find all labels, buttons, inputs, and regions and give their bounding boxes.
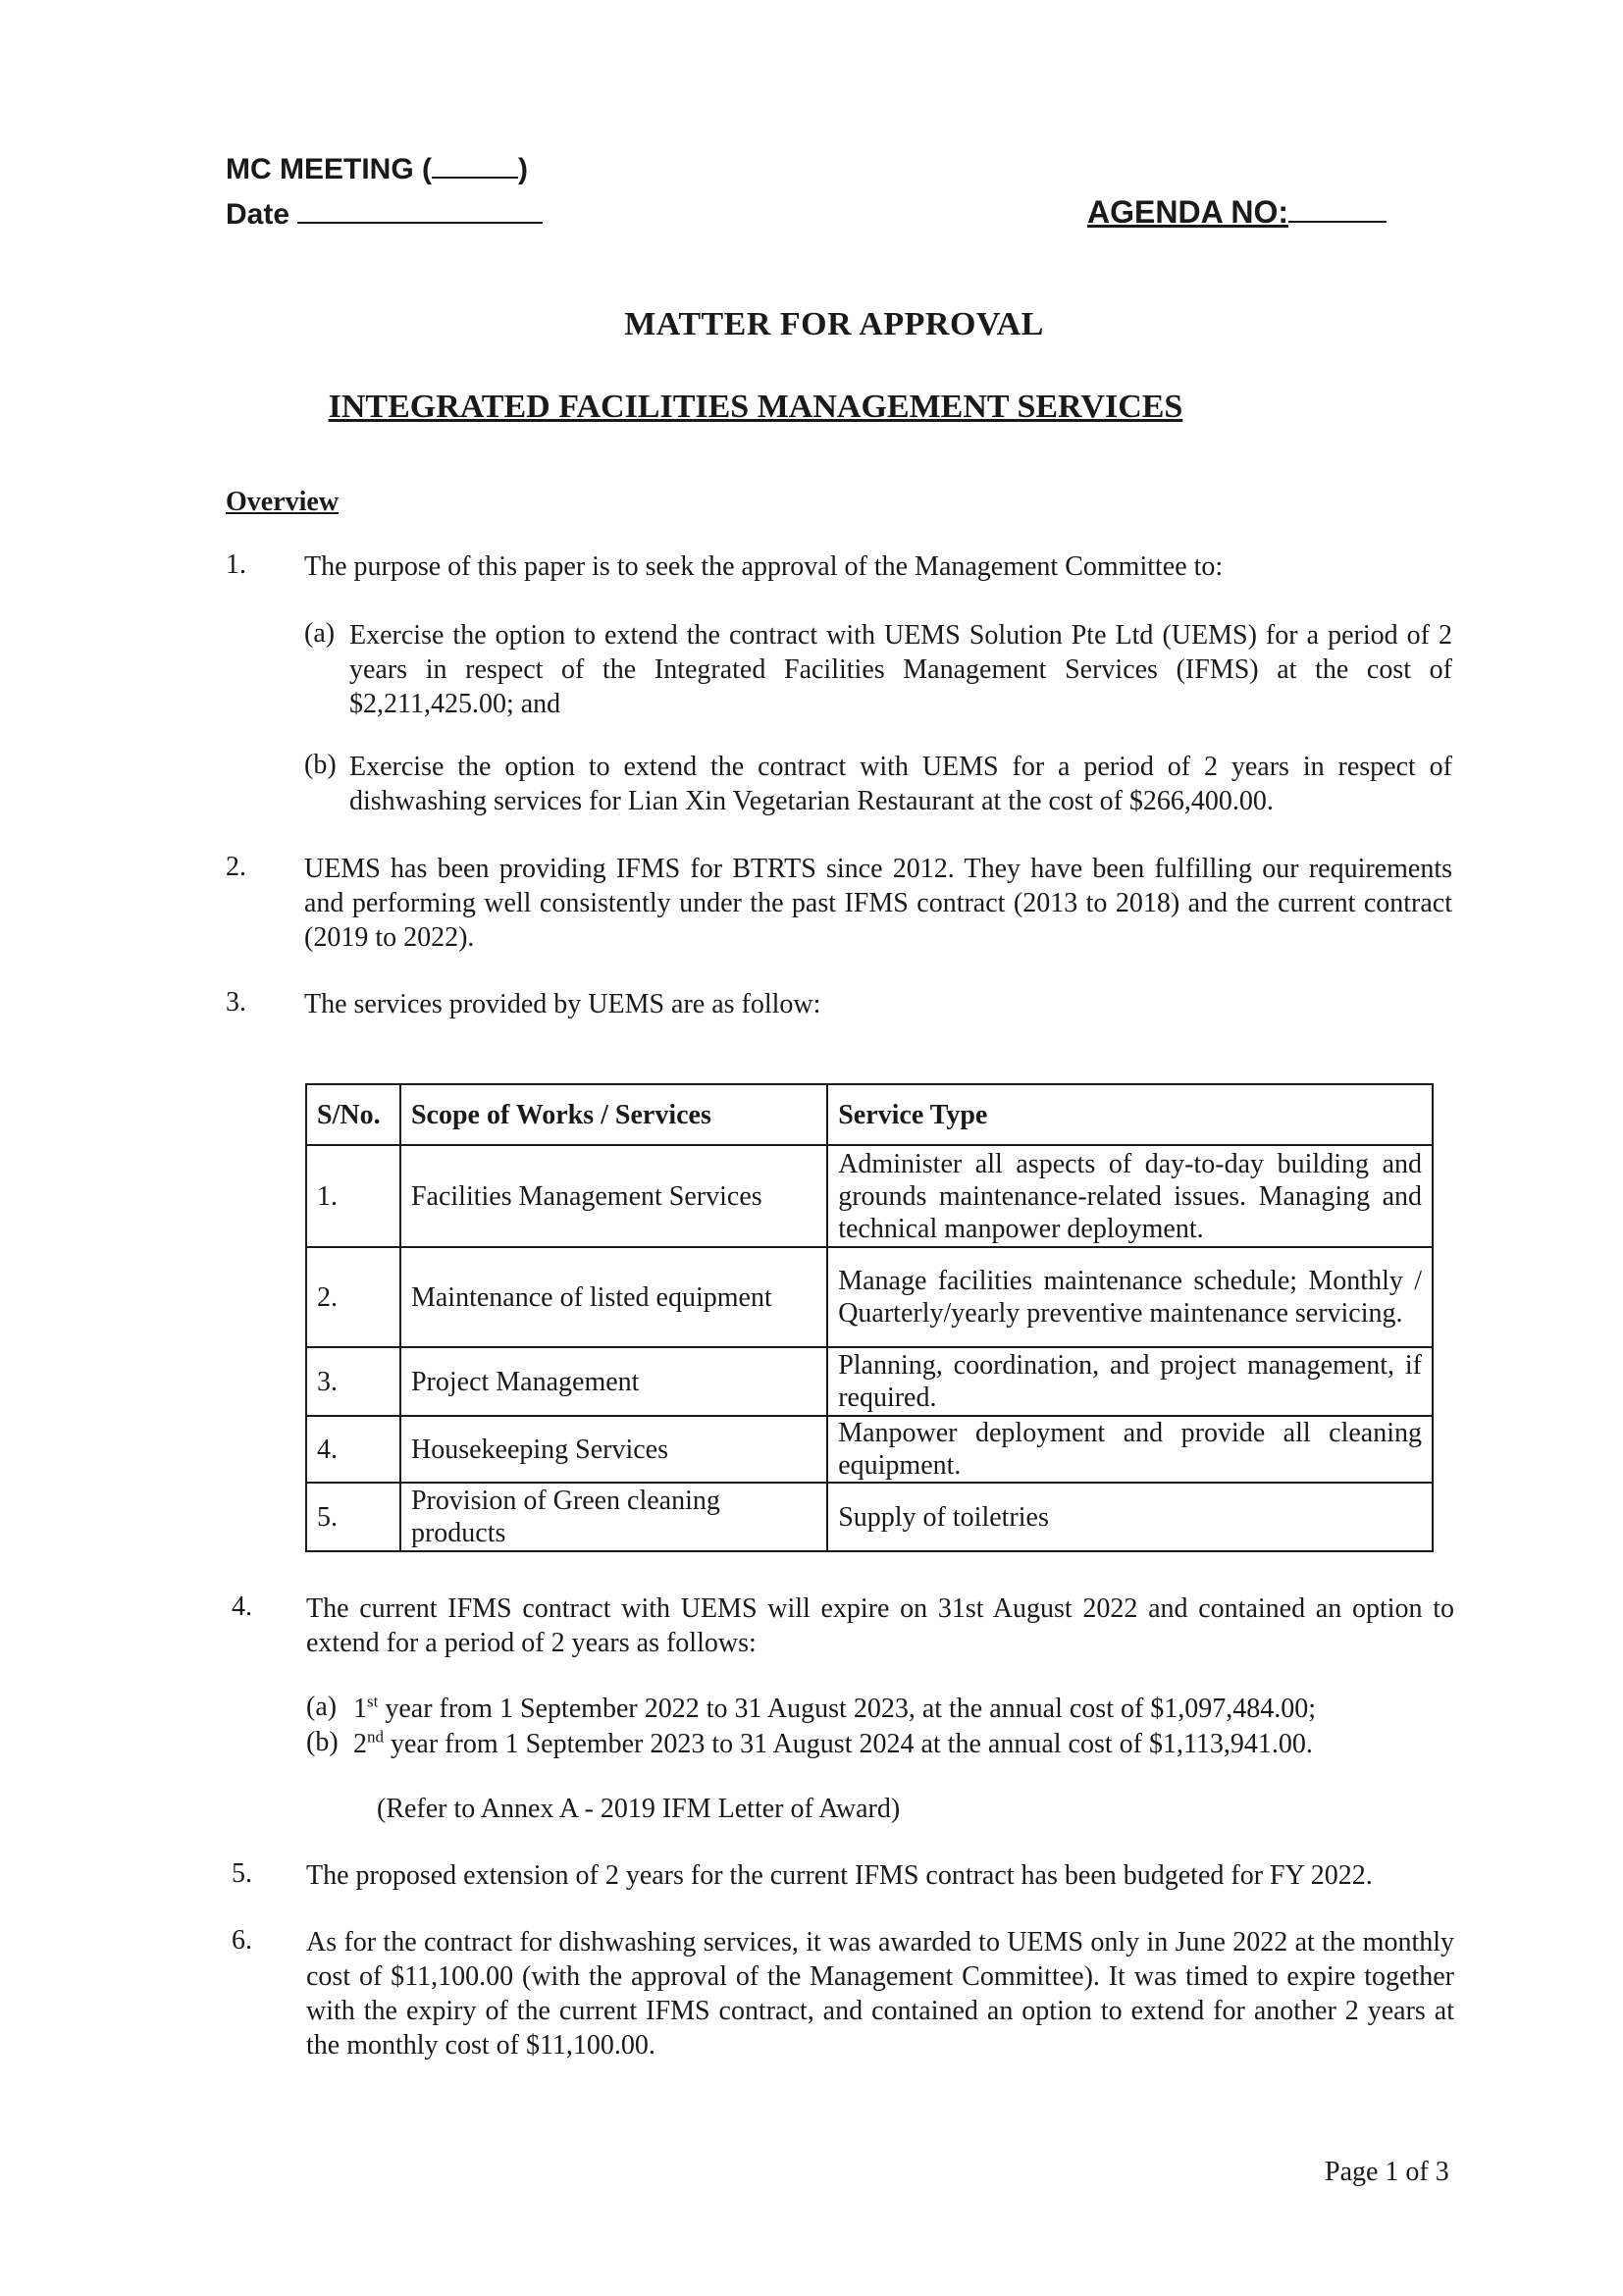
para-1b-text: Exercise the option to extend the contract with UEMS for a period of 2 years in respect of dishwashing services for Lian Xin Vegetarian Restaurant at the cost of $266,400.00. [349,752,1452,816]
para-6-number: 6. [232,1925,252,1956]
para-2-text: UEMS has been providing IFMS for BTRTS since 2012. They have been fulfilling our requirements and performing well consistently under the past IFMS contract (2013 to 2018) and the current contract (2019 to 2022). [304,854,1452,953]
para-3-text: The services provided by UEMS are as follow: [304,989,821,1019]
cell-scope: Facilities Management Services [400,1145,827,1247]
para-4a-label: (a) [306,1692,338,1722]
para-6-text: As for the contract for dishwashing services, it was awarded to UEMS only in June 2022 at the monthly cost of $11,100.00 (with the approval of the Management Committee). It was timed to expire together with the expiry of the current IFMS contract, and contained an option to extend for another 2 years at the monthly cost of $11,100.00. [306,1927,1454,2061]
para-4b-label: (b) [306,1727,339,1757]
date-blank [297,198,543,224]
para-1a-text: Exercise the option to extend the contract with UEMS Solution Pte Ltd (UEMS) for a period of 2 years in respect of the Integrated Facilities Management Services (IFMS) at the cost of $2,211,425.00; and [349,620,1452,719]
table-row [306,1416,1433,1483]
table-row [306,1247,1433,1347]
page-subtitle: INTEGRATED FACILITIES MANAGEMENT SERVICES [328,389,1183,425]
cell-scope: Housekeeping Services [400,1416,827,1483]
agenda-no-blank [1288,197,1387,223]
page-title: MATTER FOR APPROVAL [624,306,1044,342]
cell-service-type: Administer all aspects of day-to-day building and grounds maintenance-related issues. Managing and technical manpower deployment. [827,1145,1433,1247]
page-number: Page 1 of 3 [1325,2157,1449,2187]
table-row [306,1483,1433,1551]
para-3-number: 3. [226,987,246,1018]
para-4-number: 4. [232,1592,252,1622]
cell-sno: 3. [306,1347,400,1416]
cell-scope: Maintenance of listed equipment [400,1247,827,1347]
para-1a-label: (a) [304,618,336,649]
para-5-number: 5. [232,1858,252,1889]
cell-service-type: Supply of toiletries [827,1483,1433,1551]
table-row [306,1145,1433,1247]
cell-sno: 4. [306,1416,400,1483]
table-header-row [306,1084,1433,1145]
header-service-type: Service Type [827,1084,1433,1145]
para-2-number: 2. [226,852,246,882]
agenda-no-label: AGENDA NO: [1087,194,1387,231]
cell-service-type: Manpower deployment and provide all cleaning equipment. [827,1416,1433,1483]
para-1-text: The purpose of this paper is to seek the approval of the Management Committee to: [304,551,1224,582]
date-label: Date [226,198,543,232]
overview-heading: Overview [226,487,340,517]
cell-sno: 2. [306,1247,400,1347]
para-1-number: 1. [226,549,246,580]
annex-reference: (Refer to Annex A - 2019 IFM Letter of Award) [377,1794,901,1824]
table-row [306,1347,1433,1416]
cell-scope: Project Management [400,1347,827,1416]
mc-meeting-blank [432,153,518,179]
cell-service-type: Manage facilities maintenance schedule; Monthly / Quarterly/yearly preventive maintenance servicing. [827,1247,1433,1347]
cell-sno: 1. [306,1145,400,1247]
para-4b-text: 2nd year from 1 September 2023 to 31 August 2024 at the annual cost of $1,113,941.00. [353,1727,1313,1759]
cell-scope: Provision of Green cleaning products [400,1483,827,1551]
header-scope: Scope of Works / Services [400,1084,827,1145]
mc-meeting-label: MC MEETING ( ) [226,153,528,185]
services-table [305,1083,1434,1552]
para-4a-text: 1st year from 1 September 2022 to 31 August 2023, at the annual cost of $1,097,484.00; [353,1692,1317,1724]
header-sno: S/No. [306,1084,400,1145]
para-4-text: The current IFMS contract with UEMS will expire on 31st August 2022 and contained an option to extend for a period of 2 years as follows: [306,1593,1454,1658]
para-5-text: The proposed extension of 2 years for the current IFMS contract has been budgeted for FY 2022. [306,1860,1373,1891]
cell-sno: 5. [306,1483,400,1551]
cell-service-type: Planning, coordination, and project management, if required. [827,1347,1433,1416]
para-1b-label: (b) [304,750,337,780]
